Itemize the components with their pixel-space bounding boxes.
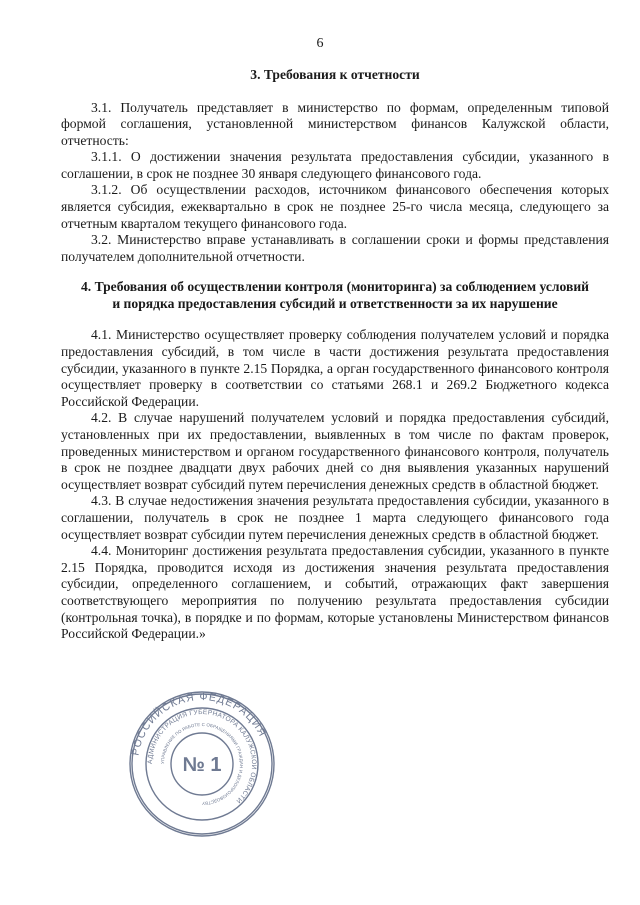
paragraph-4-3: 4.3. В случае недостижения значения результата предоставления субсидии, указанного в соглашении, получатель в срок не позднее 1 марта следующего финансового года осуществляет возврат субсидии путем перечисления денежных средств в областной бюджет. [61, 493, 609, 542]
paragraph-3-1-1: 3.1.1. О достижении значения результата предоставления субсидии, указанного в соглашении, в срок не позднее 30 января следующего финансового года. [61, 149, 609, 181]
document-body [61, 64, 609, 643]
section-4-heading-line-2: и порядка предоставления субсидий и ответственности за их нарушение [112, 295, 558, 311]
stamp-middle-text: АДМИНИСТРАЦИЯ ГУБЕРНАТОРА КАЛУЖСКОЙ ОБЛАСТИ [146, 708, 258, 805]
section-3-heading: 3. Требования к отчетности [250, 67, 420, 82]
official-stamp [128, 689, 276, 839]
paragraph-4-2: 4.2. В случае нарушений получателем условий и порядка предоставления субсидий, установленных при их предоставлении, выявленных в том числе по фактам проверок, проведенных министерством и органом государственного финансового контроля, получатель в срок не позднее двадцати двух рабочих дней со дня выявления указанных нарушений осуществляет возврат субсидий путем перечисления денежных средств в областной бюджет. [61, 410, 609, 492]
paragraph-4-1: 4.1. Министерство осуществляет проверку соблюдения получателем условий и порядка предоставления субсидий, в том числе в части достижения результата предоставления субсидии, указанного в пункте 2.15 Порядка, а орган государственного финансового контроля осуществляет проверку в соответствии со статьями 268.1 и 269.2 Бюджетного кодекса Российской Федерации. [61, 327, 609, 409]
paragraph-4-4: 4.4. Мониторинг достижения результата предоставления субсидии, указанного в пункте 2.15 Порядка, проводится исходя из достижения значения результата предоставления субсидии, определенного соглашением, и событий, отражающих факт завершения соответствующего мероприятия по получению результата предоставления субсидии (контрольная точка), в порядке и по формам, которые установлены Министерством финансов Российской Федерации.» [61, 543, 609, 642]
section-4-heading-line-1: 4. Требования об осуществлении контроля (мониторинга) за соблюдением условий [80, 279, 590, 295]
paragraph-3-1: 3.1. Получатель представляет в министерство по формам, определенным типовой формой соглашения, установленной министерством финансов Калужской области, отчетность: [61, 99, 609, 148]
paragraph-3-1-2: 3.1.2. Об осуществлении расходов, источником финансового обеспечения которых является субсидия, ежеквартально в срок не позднее 25-го числа месяца, следующего за отчетным кварталом текущего финансового года. [61, 182, 609, 231]
stamp-outer-text: РОССИЙСКАЯ ФЕДЕРАЦИЯ [129, 690, 269, 757]
paragraph-3-2: 3.2. Министерство вправе устанавливать в соглашении сроки и формы представления получателем дополнительной отчетности. [61, 232, 609, 264]
stamp-seal-icon [128, 689, 276, 839]
section-4-heading [61, 279, 609, 312]
page-number: 6 [316, 36, 324, 51]
stamp-number: № 1 [182, 754, 222, 776]
stamp-inner-text: УПРАВЛЕНИЕ ПО РАБОТЕ С ОБРАЩЕНИЯМИ ГРАЖДАН И ДЕЛОПРОИЗВОДСТВУ [159, 721, 245, 807]
